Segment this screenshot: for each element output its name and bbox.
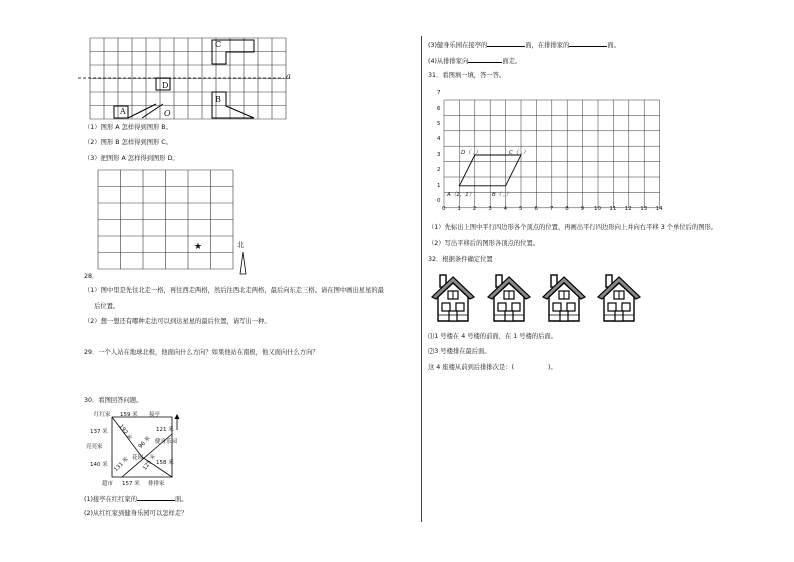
place-liang: 亮亮家: [86, 444, 103, 450]
x-tick-label: 1: [457, 206, 461, 212]
x-tick-label: 8: [565, 206, 569, 212]
q28-p1-line2: 后位置。: [94, 303, 120, 310]
place-hong: 红红家: [94, 412, 111, 418]
x-tick-label: 3: [488, 206, 492, 212]
right-line2: [428, 56, 521, 66]
x-tick-label: 9: [580, 206, 585, 212]
x-tick-label: 14: [655, 206, 663, 212]
shape-b-label: B: [215, 95, 221, 104]
house-icon: [430, 273, 476, 325]
place-hua: 花园: [132, 455, 144, 461]
column-divider: [421, 36, 422, 522]
dist-left2: 140 米: [90, 462, 108, 468]
y-tick-label: 0: [437, 198, 441, 204]
x-tick-label: 5: [519, 206, 523, 212]
dist-top: 159 米: [120, 412, 138, 418]
dist-d3: 131 米: [113, 456, 130, 474]
answer-blank[interactable]: [468, 56, 502, 63]
x-tick-label: 13: [640, 206, 648, 212]
house-icon: [596, 273, 642, 325]
y-tick-label: 4: [437, 136, 441, 143]
point-o-label: O: [164, 109, 171, 118]
dist-right1: 121 米: [156, 427, 174, 433]
place-pai: 排排家: [148, 481, 165, 487]
q30-q1-text: (1)接亭在红红家的: [84, 496, 137, 503]
dist-d2: 96 米: [137, 435, 152, 450]
dist-bottom: 157 米: [122, 481, 140, 487]
right-line2-a: (4)从排排家向: [428, 58, 469, 65]
q29: 29．一个人站在地球北极，他面向什么方向？如果他站在南极，他又面向什么方向？: [84, 349, 319, 356]
star-grid-figure: [98, 170, 238, 270]
x-tick-label: 12: [624, 206, 632, 212]
right-line1-b: 面，在排排家的: [525, 42, 570, 49]
dist-right2: 158 米: [156, 460, 174, 466]
place-jie: 接亭: [149, 412, 161, 418]
q-top-1: （1）图形 A 怎样得到图形 B。: [84, 124, 172, 131]
q30-q1: [84, 494, 188, 504]
vertex-d-label: D（ ，）: [461, 150, 481, 156]
shape-d-label: D: [162, 81, 169, 90]
dist-left1: 137 米: [90, 429, 108, 435]
star-icon: ★: [194, 242, 203, 252]
q32-p2: ⑵3 号楼排在最后面。: [428, 348, 491, 355]
y-tick-label: 7: [437, 90, 441, 97]
compass-north: 北: [237, 241, 244, 249]
place-jian: 健身乐园: [155, 439, 178, 445]
north-arrow-icon: [238, 252, 248, 276]
place-chao: 超市: [102, 481, 114, 487]
y-tick-label: 3: [437, 151, 441, 158]
q30-q2: (2)从红红家到健身乐园可以怎样走？: [84, 510, 188, 517]
shape-c-label: C: [215, 40, 222, 49]
q32-title: 32．根据条件确定位置: [428, 256, 493, 263]
q30-q1-end: 面。: [175, 496, 188, 503]
right-line2-b: 面走。: [502, 58, 522, 65]
dist-d4: 125 米: [142, 453, 158, 472]
x-tick-label: 6: [534, 206, 538, 212]
q-top-3: （3）把图形 A 怎样得到图形 D。: [84, 155, 179, 162]
q32-p3-b: )。: [548, 364, 557, 371]
y-tick-label: 6: [437, 105, 441, 112]
transform-grid-figure: [84, 38, 294, 120]
x-tick-label: 10: [594, 206, 601, 212]
vertex-a-label: A（1，1）: [447, 192, 475, 198]
q31-p2: （2）写出平移后的图形各顶点的位置。: [428, 240, 540, 247]
q32-p3-a: 这 4 座楼从前到后排排次是：(: [428, 364, 515, 371]
north-arrow-icon: [174, 414, 180, 430]
house-icon: [541, 273, 587, 325]
vertex-b-label: B（ ，）: [492, 192, 512, 198]
axis-label: a: [286, 72, 291, 81]
answer-blank[interactable]: [487, 40, 525, 47]
q32-p3: [428, 364, 557, 372]
house-icon: [486, 273, 532, 325]
y-tick-label: 5: [437, 121, 441, 127]
x-tick-label: 4: [503, 206, 508, 212]
x-tick-label: 0: [442, 206, 446, 212]
q28-p1-line1: （1）图中里是先往北走一格，再往西走两格，然后往西北走两格，最后向东走三格。请在图中画出星星的最: [84, 287, 384, 294]
x-tick-label: 2: [472, 206, 477, 212]
y-tick-label: 1: [437, 182, 441, 189]
right-line1-a: (3)健身乐园在接亭的: [428, 42, 488, 49]
y-tick-label: 2: [437, 167, 441, 174]
x-tick-label: 7: [549, 206, 554, 212]
shape-a-label: A: [120, 107, 126, 116]
right-line1: [428, 40, 620, 50]
q31-title: 31．看图填一填，答一答。: [428, 72, 506, 79]
q-top-2: （2）图形 B 怎样得到图形 C。: [84, 139, 172, 146]
q30-title: 30．看图回答问题。: [84, 397, 143, 404]
q32-p1: ⑴1 号楼在 4 号楼的前面，在 1 号楼的后面。: [428, 333, 558, 340]
answer-blank[interactable]: [137, 494, 175, 501]
right-line1-c: 面。: [607, 42, 620, 49]
vertex-c-label: C（ ，）: [509, 150, 529, 156]
q28-number: 28．: [84, 273, 99, 280]
q31-p1: （1）先标出上图中平行四边形各个顶点的位置，再画出平行四边形向上并向右平移 3 个单位后的图形。: [428, 224, 718, 231]
q28-p2: （2）想一想还有哪种走法可以到达星星的最后位置，请写出一种。: [84, 318, 271, 325]
x-tick-label: 11: [609, 206, 617, 212]
answer-blank[interactable]: [569, 40, 607, 47]
dist-d1: 192 米: [117, 423, 133, 442]
